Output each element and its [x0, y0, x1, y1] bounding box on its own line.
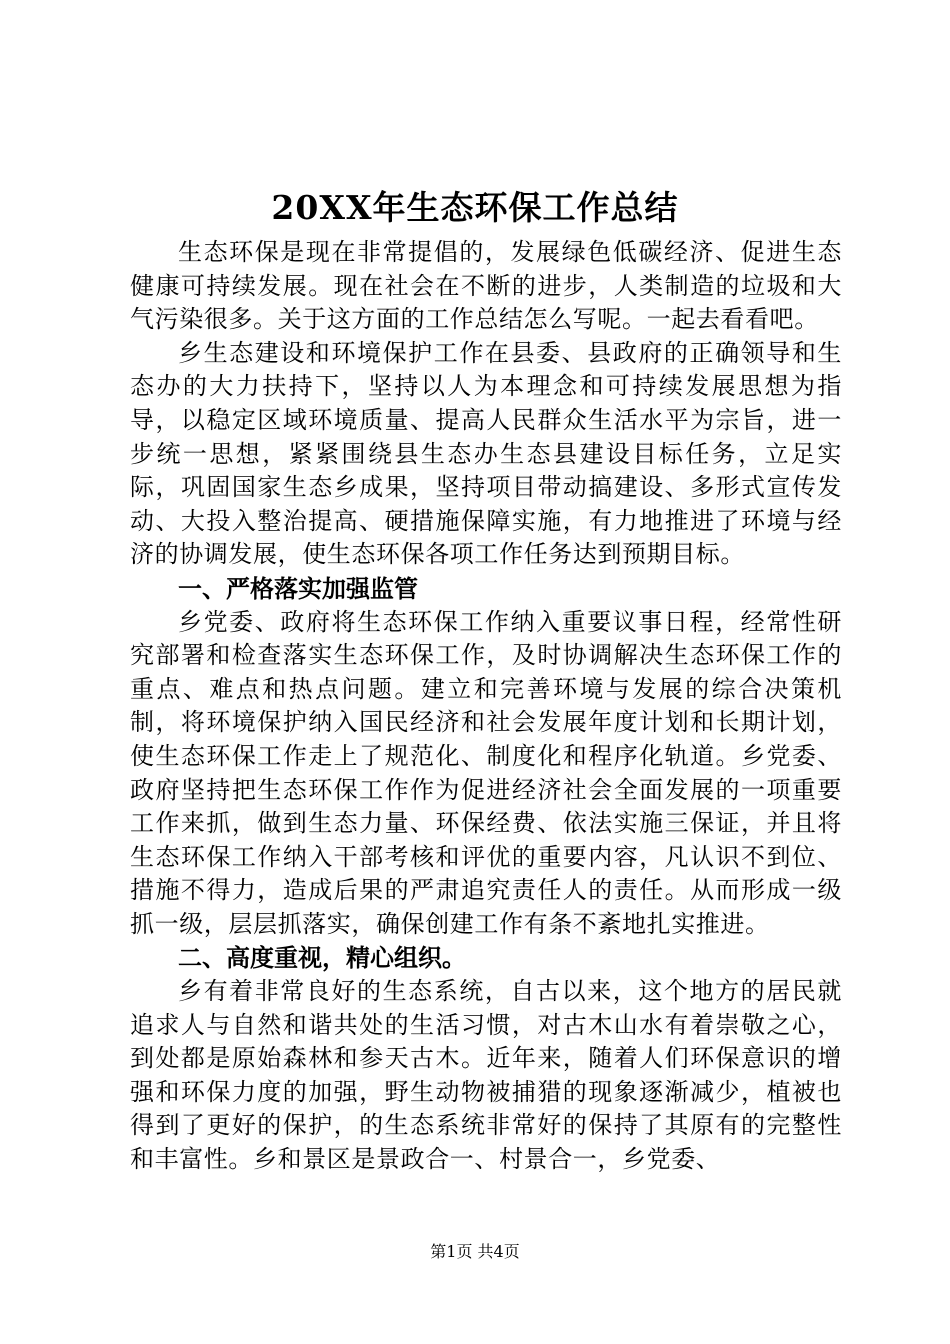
page-number-footer: 第1页 共4页 — [430, 1242, 520, 1261]
document-title: 20XX年生态环保工作总结 — [271, 188, 679, 227]
overview-paragraph: 乡生态建设和环境保护工作在县委、县政府的正确领导和生态办的大力扶持下，坚持以人为本理念和可持续发展思想为指导，以稳定区域环境质量、提高人民群众生活水平为宗旨，进一步统一思想，紧紧围绕县生态办生态县建设目标任务，立足实际，巩固国家生态乡成果，坚持项目带动搞建设、多形式宣传发动、大投入整治提高、硬措施保障实施，有力地推进了环境与经济的协调发展，使生态环保各项工作任务达到预期目标。 — [130, 338, 842, 569]
section-1-heading: 一、严格落实加强监管 — [178, 573, 418, 603]
intro-paragraph: 生态环保是现在非常提倡的，发展绿色低碳经济、促进生态健康可持续发展。现在社会在不断的进步，人类制造的垃圾和大气污染很多。关于这方面的工作总结怎么写呢。一起去看看吧。 — [130, 238, 842, 334]
section-2-heading: 二、高度重视，精心组织。 — [178, 943, 466, 973]
section-1-paragraph: 乡党委、政府将生态环保工作纳入重要议事日程，经常性研究部署和检查落实生态环保工作，及时协调解决生态环保工作的重点、难点和热点问题。建立和完善环境与发展的综合决策机制，将环境保护纳入国民经济和社会发展年度计划和长期计划，使生态环保工作走上了规范化、制度化和程序化轨道。乡党委、政府坚持把生态环保工作作为促进经济社会全面发展的一项重要工作来抓，做到生态力量、环保经费、依法实施三保证，并且将生态环保工作纳入干部考核和评优的重要内容，凡认识不到位、措施不得力，造成后果的严肃追究责任人的责任。从而形成一级抓一级，层层抓落实，确保创建工作有条不紊地扎实推进。 — [130, 607, 842, 938]
document-body — [130, 236, 842, 1177]
section-2-paragraph: 乡有着非常良好的生态系统，自古以来，这个地方的居民就追求人与自然和谐共处的生活习惯，对古木山水有着崇敬之心，到处都是原始森林和参天古木。近年来，随着人们环保意识的增强和环保力度的加强，野生动物被捕猎的现象逐渐减少，植被也得到了更好的保护，的生态系统非常好的保持了其原有的完整性和丰富性。乡和景区是景政合一、村景合一，乡党委、 — [130, 977, 842, 1174]
